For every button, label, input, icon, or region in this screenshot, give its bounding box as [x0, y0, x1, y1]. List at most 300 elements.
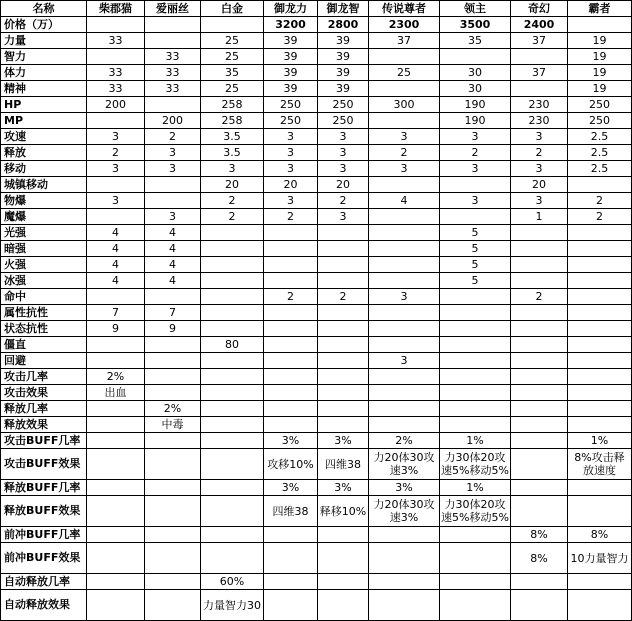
table-cell	[201, 273, 264, 289]
row-label: 僵直	[1, 337, 87, 353]
table-cell: 8%攻击释放速度	[568, 449, 632, 480]
table-cell	[318, 241, 369, 257]
table-row	[1, 480, 632, 496]
table-cell	[440, 574, 511, 590]
table-cell	[145, 177, 201, 193]
row-label: 暗强	[1, 241, 87, 257]
table-cell: 39	[264, 33, 318, 49]
table-cell: 3	[201, 161, 264, 177]
table-cell	[318, 385, 369, 401]
table-cell: 20	[201, 177, 264, 193]
table-cell: 35	[201, 65, 264, 81]
table-row	[1, 417, 632, 433]
table-cell	[568, 289, 632, 305]
table-cell: 3%	[318, 433, 369, 449]
table-cell	[145, 590, 201, 621]
table-cell	[87, 480, 145, 496]
table-row	[1, 145, 632, 161]
table-cell: 力20体30攻速3%	[369, 496, 440, 527]
column-header: 霸者	[568, 1, 632, 17]
table-row	[1, 97, 632, 113]
table-cell	[87, 113, 145, 129]
table-cell	[318, 225, 369, 241]
table-cell	[201, 241, 264, 257]
table-cell	[568, 385, 632, 401]
table-cell	[318, 369, 369, 385]
table-cell	[568, 574, 632, 590]
table-cell: 2.5	[568, 129, 632, 145]
table-cell: 2	[318, 193, 369, 209]
table-cell: 4	[87, 273, 145, 289]
table-cell: 力30体20攻速5%移动5%	[440, 449, 511, 480]
table-cell: 1	[511, 209, 568, 225]
table-cell: 9	[145, 321, 201, 337]
column-header: 领主	[440, 1, 511, 17]
table-cell: 5	[440, 273, 511, 289]
row-label: 自动释放效果	[1, 590, 87, 621]
table-row	[1, 225, 632, 241]
table-cell: 1%	[568, 433, 632, 449]
table-cell: 19	[568, 49, 632, 65]
table-cell: 2	[264, 209, 318, 225]
price-cell: 2800	[318, 17, 369, 33]
table-cell: 250	[568, 113, 632, 129]
table-cell: 39	[318, 33, 369, 49]
table-cell	[87, 449, 145, 480]
table-cell: 250	[264, 97, 318, 113]
table-cell: 33	[145, 49, 201, 65]
table-cell	[318, 543, 369, 574]
table-cell	[568, 369, 632, 385]
table-cell	[440, 209, 511, 225]
row-label: 魔爆	[1, 209, 87, 225]
table-cell: 3	[440, 129, 511, 145]
table-cell: 4	[87, 241, 145, 257]
table-cell: 4	[87, 225, 145, 241]
column-header: 御龙力	[264, 1, 318, 17]
table-row	[1, 369, 632, 385]
table-row	[1, 129, 632, 145]
column-header: 奇幻	[511, 1, 568, 17]
table-cell	[201, 289, 264, 305]
table-cell: 3	[369, 129, 440, 145]
table-cell: 190	[440, 113, 511, 129]
row-label: 精神	[1, 81, 87, 97]
table-cell	[87, 543, 145, 574]
table-cell	[440, 289, 511, 305]
table-row	[1, 527, 632, 543]
table-cell	[440, 49, 511, 65]
table-cell: 8%	[568, 527, 632, 543]
table-cell	[318, 337, 369, 353]
table-cell	[440, 321, 511, 337]
price-row	[1, 17, 632, 33]
table-cell	[201, 369, 264, 385]
table-cell	[440, 385, 511, 401]
table-cell: 3	[264, 193, 318, 209]
table-cell: 3	[318, 209, 369, 225]
table-row	[1, 543, 632, 574]
table-cell: 力30体20攻速5%移动5%	[440, 496, 511, 527]
row-label: 光强	[1, 225, 87, 241]
table-cell: 300	[369, 97, 440, 113]
row-label: HP	[1, 97, 87, 113]
table-cell	[201, 449, 264, 480]
table-cell: 四维38	[264, 496, 318, 527]
table-row	[1, 113, 632, 129]
price-cell: 2300	[369, 17, 440, 33]
row-label: 攻击几率	[1, 369, 87, 385]
table-cell	[440, 369, 511, 385]
table-row	[1, 49, 632, 65]
table-cell	[369, 321, 440, 337]
table-cell	[440, 543, 511, 574]
table-cell	[201, 417, 264, 433]
table-cell: 2	[568, 209, 632, 225]
table-cell: 2	[201, 209, 264, 225]
table-cell	[87, 353, 145, 369]
table-body	[1, 1, 632, 621]
table-cell: 80	[201, 337, 264, 353]
table-cell: 3	[369, 353, 440, 369]
table-cell	[145, 193, 201, 209]
table-cell: 33	[87, 81, 145, 97]
table-row	[1, 385, 632, 401]
row-label: 释放	[1, 145, 87, 161]
table-cell: 20	[264, 177, 318, 193]
table-cell	[201, 527, 264, 543]
table-cell: 中毒	[145, 417, 201, 433]
table-cell: 3	[369, 161, 440, 177]
table-cell: 2%	[87, 369, 145, 385]
table-cell	[511, 257, 568, 273]
header-row	[1, 1, 632, 17]
table-cell: 25	[201, 81, 264, 97]
table-cell	[369, 257, 440, 273]
table-cell	[511, 574, 568, 590]
row-label: 城镇移动	[1, 177, 87, 193]
row-label: 攻击BUFF几率	[1, 433, 87, 449]
row-label: 前冲BUFF效果	[1, 543, 87, 574]
row-label: 火强	[1, 257, 87, 273]
table-cell: 7	[145, 305, 201, 321]
table-cell: 出血	[87, 385, 145, 401]
table-cell	[511, 401, 568, 417]
table-row	[1, 65, 632, 81]
table-cell	[369, 574, 440, 590]
table-row	[1, 305, 632, 321]
table-cell	[568, 257, 632, 273]
table-cell: 39	[264, 65, 318, 81]
table-cell	[511, 337, 568, 353]
table-row	[1, 289, 632, 305]
table-cell: 4	[145, 257, 201, 273]
row-label: 释放BUFF效果	[1, 496, 87, 527]
table-cell	[145, 449, 201, 480]
table-cell	[511, 225, 568, 241]
table-cell: 33	[145, 65, 201, 81]
table-cell: 5	[440, 225, 511, 241]
table-cell	[201, 401, 264, 417]
table-cell: 19	[568, 81, 632, 97]
table-cell: 3	[318, 161, 369, 177]
price-cell: 2400	[511, 17, 568, 33]
table-cell: 3	[440, 193, 511, 209]
table-cell: 1%	[440, 433, 511, 449]
table-cell: 2	[568, 193, 632, 209]
table-row	[1, 257, 632, 273]
table-cell	[318, 527, 369, 543]
table-cell	[568, 177, 632, 193]
table-cell	[511, 273, 568, 289]
table-cell	[145, 385, 201, 401]
table-row	[1, 401, 632, 417]
table-cell	[87, 289, 145, 305]
table-cell	[369, 385, 440, 401]
price-cell: 3500	[440, 17, 511, 33]
table-cell	[264, 417, 318, 433]
table-cell	[369, 590, 440, 621]
table-cell	[145, 353, 201, 369]
table-cell: 35	[440, 33, 511, 49]
table-cell	[87, 49, 145, 65]
table-cell: 39	[318, 49, 369, 65]
table-cell: 3	[369, 289, 440, 305]
table-cell	[201, 433, 264, 449]
table-cell	[264, 225, 318, 241]
table-cell	[87, 337, 145, 353]
table-cell	[369, 401, 440, 417]
table-cell	[87, 527, 145, 543]
table-cell: 3	[87, 129, 145, 145]
table-cell: 2.5	[568, 145, 632, 161]
table-row	[1, 449, 632, 480]
table-row	[1, 321, 632, 337]
table-row	[1, 496, 632, 527]
table-cell	[318, 321, 369, 337]
column-header: 爱丽丝	[145, 1, 201, 17]
table-cell: 250	[318, 97, 369, 113]
price-cell: 3200	[264, 17, 318, 33]
table-cell: 8%	[511, 527, 568, 543]
table-cell	[369, 543, 440, 574]
table-cell	[511, 480, 568, 496]
table-cell	[511, 449, 568, 480]
table-cell	[369, 241, 440, 257]
table-cell	[511, 369, 568, 385]
table-cell	[369, 369, 440, 385]
table-row	[1, 81, 632, 97]
table-cell	[318, 417, 369, 433]
table-cell: 3%	[264, 480, 318, 496]
table-cell: 3%	[318, 480, 369, 496]
table-cell	[201, 480, 264, 496]
table-cell	[440, 305, 511, 321]
table-cell: 3	[318, 129, 369, 145]
column-header: 柴郡猫	[87, 1, 145, 17]
table-cell: 3.5	[201, 129, 264, 145]
row-label: 智力	[1, 49, 87, 65]
table-cell	[87, 590, 145, 621]
table-cell: 19	[568, 33, 632, 49]
table-cell: 3	[318, 145, 369, 161]
table-cell	[568, 241, 632, 257]
column-header: 御龙智	[318, 1, 369, 17]
table-cell	[264, 385, 318, 401]
row-label: 体力	[1, 65, 87, 81]
table-cell: 4	[145, 273, 201, 289]
row-label: 命中	[1, 289, 87, 305]
table-cell	[318, 273, 369, 289]
table-cell: 200	[87, 97, 145, 113]
row-label: 回避	[1, 353, 87, 369]
table-row	[1, 590, 632, 621]
table-cell: 37	[511, 33, 568, 49]
table-cell	[145, 496, 201, 527]
table-row	[1, 574, 632, 590]
table-cell: 250	[568, 97, 632, 113]
table-cell	[87, 433, 145, 449]
table-cell: 2.5	[568, 161, 632, 177]
table-cell: 2	[201, 193, 264, 209]
table-cell: 3%	[369, 480, 440, 496]
table-cell	[264, 590, 318, 621]
table-cell: 20	[318, 177, 369, 193]
table-cell	[87, 496, 145, 527]
table-cell	[440, 401, 511, 417]
row-label: 前冲BUFF几率	[1, 527, 87, 543]
table-cell	[568, 337, 632, 353]
table-cell	[369, 81, 440, 97]
table-cell	[511, 385, 568, 401]
table-cell: 力量智力30	[201, 590, 264, 621]
table-cell	[264, 369, 318, 385]
row-label: 物爆	[1, 193, 87, 209]
table-cell	[145, 574, 201, 590]
table-cell	[264, 321, 318, 337]
row-label: 释放几率	[1, 401, 87, 417]
table-cell: 25	[201, 49, 264, 65]
table-cell: 19	[568, 65, 632, 81]
table-cell: 10力量智力	[568, 543, 632, 574]
table-cell: 39	[318, 65, 369, 81]
table-cell: 4	[145, 225, 201, 241]
table-cell	[369, 527, 440, 543]
table-cell	[264, 257, 318, 273]
table-cell	[145, 289, 201, 305]
table-cell: 258	[201, 97, 264, 113]
table-cell	[201, 543, 264, 574]
table-cell	[145, 480, 201, 496]
table-cell	[440, 590, 511, 621]
table-cell: 力20体30攻速3%	[369, 449, 440, 480]
table-cell: 3	[87, 161, 145, 177]
table-cell	[568, 417, 632, 433]
table-cell	[87, 177, 145, 193]
table-cell: 258	[201, 113, 264, 129]
column-header: 传说尊者	[369, 1, 440, 17]
table-cell	[511, 49, 568, 65]
table-cell	[511, 496, 568, 527]
table-cell	[440, 417, 511, 433]
table-cell: 2	[440, 145, 511, 161]
table-cell: 190	[440, 97, 511, 113]
table-cell: 3%	[264, 433, 318, 449]
table-cell: 3	[264, 129, 318, 145]
table-row	[1, 337, 632, 353]
table-cell	[511, 305, 568, 321]
table-cell: 3	[440, 161, 511, 177]
table-cell	[511, 321, 568, 337]
row-label: 自动释放几率	[1, 574, 87, 590]
table-cell: 5	[440, 241, 511, 257]
table-cell: 3	[511, 161, 568, 177]
table-cell	[369, 177, 440, 193]
table-cell	[145, 33, 201, 49]
table-cell	[440, 177, 511, 193]
table-cell	[318, 574, 369, 590]
table-row	[1, 433, 632, 449]
table-cell: 2	[87, 145, 145, 161]
table-cell	[264, 401, 318, 417]
table-cell	[318, 257, 369, 273]
table-cell	[145, 97, 201, 113]
table-cell	[264, 337, 318, 353]
table-cell: 33	[145, 81, 201, 97]
row-label: 攻击效果	[1, 385, 87, 401]
table-cell	[87, 574, 145, 590]
table-cell: 攻移10%	[264, 449, 318, 480]
row-label: 冰强	[1, 273, 87, 289]
table-cell	[145, 337, 201, 353]
table-cell: 30	[440, 65, 511, 81]
table-cell	[511, 353, 568, 369]
table-cell: 2	[511, 145, 568, 161]
table-cell	[440, 527, 511, 543]
table-cell	[201, 225, 264, 241]
table-cell: 3	[511, 193, 568, 209]
table-cell: 37	[369, 33, 440, 49]
table-cell	[369, 209, 440, 225]
table-cell: 60%	[201, 574, 264, 590]
table-cell	[264, 527, 318, 543]
table-row	[1, 241, 632, 257]
table-cell	[264, 241, 318, 257]
table-cell	[201, 496, 264, 527]
table-cell: 250	[318, 113, 369, 129]
table-cell: 3.5	[201, 145, 264, 161]
table-cell: 2	[145, 129, 201, 145]
table-cell	[264, 543, 318, 574]
price-cell	[201, 17, 264, 33]
table-cell	[264, 353, 318, 369]
row-label: 攻击BUFF效果	[1, 449, 87, 480]
table-cell: 2	[511, 289, 568, 305]
table-cell: 250	[264, 113, 318, 129]
table-cell: 1%	[440, 480, 511, 496]
table-cell	[87, 417, 145, 433]
row-label: 移动	[1, 161, 87, 177]
table-cell	[201, 321, 264, 337]
table-cell: 4	[87, 257, 145, 273]
table-cell	[568, 480, 632, 496]
row-label: 释放效果	[1, 417, 87, 433]
table-cell: 39	[264, 49, 318, 65]
table-cell	[201, 257, 264, 273]
table-cell	[511, 433, 568, 449]
table-cell	[369, 337, 440, 353]
table-cell: 30	[440, 81, 511, 97]
